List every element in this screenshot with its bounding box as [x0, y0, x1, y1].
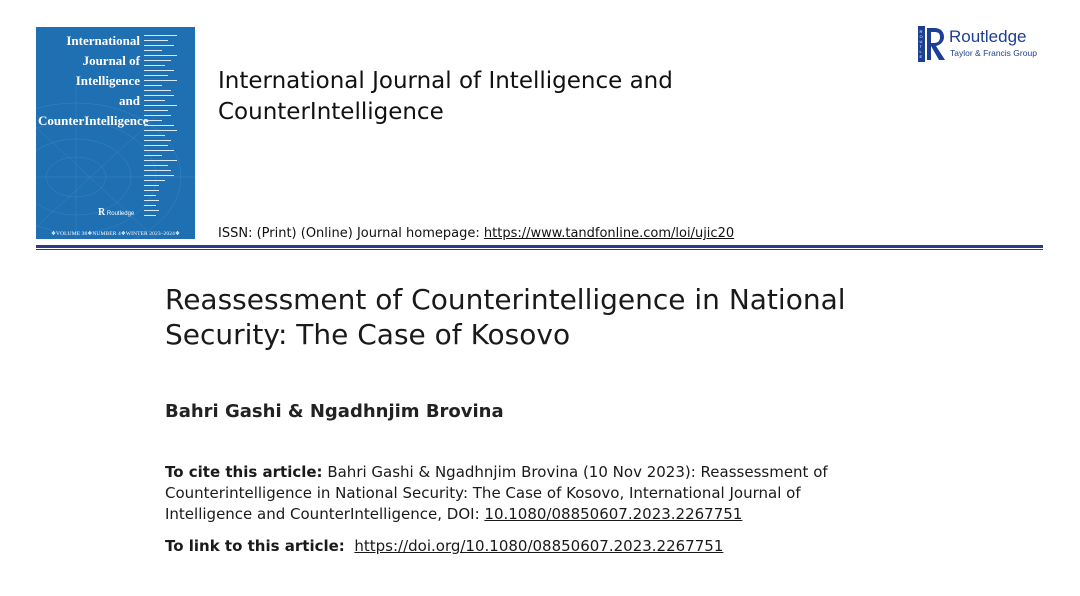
svg-text:U: U — [919, 39, 923, 44]
journal-cover — [36, 27, 195, 239]
issn-line — [218, 226, 734, 241]
svg-text:R: R — [919, 29, 923, 34]
svg-text:T: T — [919, 44, 922, 49]
routledge-logo-icon — [918, 26, 946, 62]
svg-text:E: E — [919, 54, 923, 59]
article-link-line — [165, 537, 723, 555]
cover-title — [38, 31, 149, 131]
cite-text: Bahri Gashi & Ngadhnjim Brovina (10 Nov 2023): Reassessment of Counterintelligence in National Security: The Case of Kosovo, International Journal of Intelligence and CounterIntelligence, DOI: — [165, 463, 828, 523]
cite-label: To cite this article: — [165, 463, 323, 481]
journal-homepage-link[interactable]: https://www.tandfonline.com/loi/ujic20 — [483, 226, 735, 241]
svg-text:O: O — [919, 34, 923, 39]
citation-block — [165, 462, 865, 525]
cover-title-line: International — [66, 33, 140, 48]
journal-title: International Journal of Intelligence and CounterIntelligence — [218, 68, 673, 125]
article-url-link[interactable]: https://doi.org/10.1080/08850607.2023.2267751 — [354, 537, 724, 555]
article-authors: Bahri Gashi & Ngadhnjim Brovina — [165, 401, 504, 422]
cover-contents-list: ▬▬▬▬▬▬▬▬▬▬▬ ▬▬▬▬▬▬▬▬ ▬▬▬▬▬▬▬▬▬▬ ▬▬▬▬▬▬ ▬▬▬▬▬▬▬▬▬▬▬ ▬▬▬▬▬▬▬▬▬ ▬▬▬▬▬▬▬ ▬▬▬▬▬▬▬▬▬▬ ▬▬▬▬▬▬▬▬ ▬▬▬▬▬▬▬▬▬▬▬ ▬▬▬▬▬▬ ▬▬▬▬▬▬▬▬▬ ▬▬▬▬▬▬▬▬▬▬ ▬▬▬▬▬▬▬ ▬▬▬▬▬▬▬▬▬▬▬ ▬▬▬▬▬▬▬▬ ▬▬▬▬▬▬▬▬▬ ▬▬▬▬▬▬ ▬▬▬▬▬▬▬▬▬▬ ▬▬▬▬▬▬▬▬▬▬▬ ▬▬▬▬▬▬▬ ▬▬▬▬▬▬▬▬▬ ▬▬▬▬▬▬▬▬ ▬▬▬▬▬▬▬▬▬▬ ▬▬▬▬▬▬ ▬▬▬▬▬▬▬▬▬▬▬ ▬▬▬▬▬▬▬▬ ▬▬▬▬▬▬▬▬▬ ▬▬▬▬▬▬▬▬▬▬ ▬▬▬▬▬▬▬ ▬▬▬▬▬ ▬▬▬▬▬ ▬▬▬▬ ▬▬▬▬▬ ▬▬▬▬ ▬▬▬▬▬ ▬▬▬▬ — [144, 33, 177, 217]
cover-publisher-name: Routledge — [106, 211, 135, 217]
publisher-logo — [918, 26, 1058, 66]
header-divider — [36, 245, 1043, 248]
cover-publisher-logo — [98, 207, 134, 218]
cover-title-line: and — [119, 93, 140, 108]
publisher-name: Routledge — [949, 27, 1027, 46]
cover-title-line: CounterIntelligence — [38, 113, 149, 128]
cover-volume-footer: ❖VOLUME 36❖NUMBER 4❖WINTER 2023–2024❖ — [51, 231, 180, 237]
cover-title-line: Intelligence — [75, 73, 140, 88]
link-label: To link to this article: — [165, 537, 345, 555]
article-title: Reassessment of Counterintelligence in National Security: The Case of Kosovo — [165, 283, 846, 351]
issn-label: ISSN: (Print) (Online) Journal homepage: — [218, 226, 480, 241]
cover-publisher-mark: R — [98, 207, 106, 218]
header-divider-thin — [36, 249, 1043, 250]
cover-title-line: Journal of — [82, 53, 140, 68]
publisher-group: Taylor & Francis Group — [950, 48, 1037, 58]
doi-link[interactable]: 10.1080/08850607.2023.2267751 — [484, 505, 743, 523]
svg-text:L: L — [919, 49, 922, 54]
